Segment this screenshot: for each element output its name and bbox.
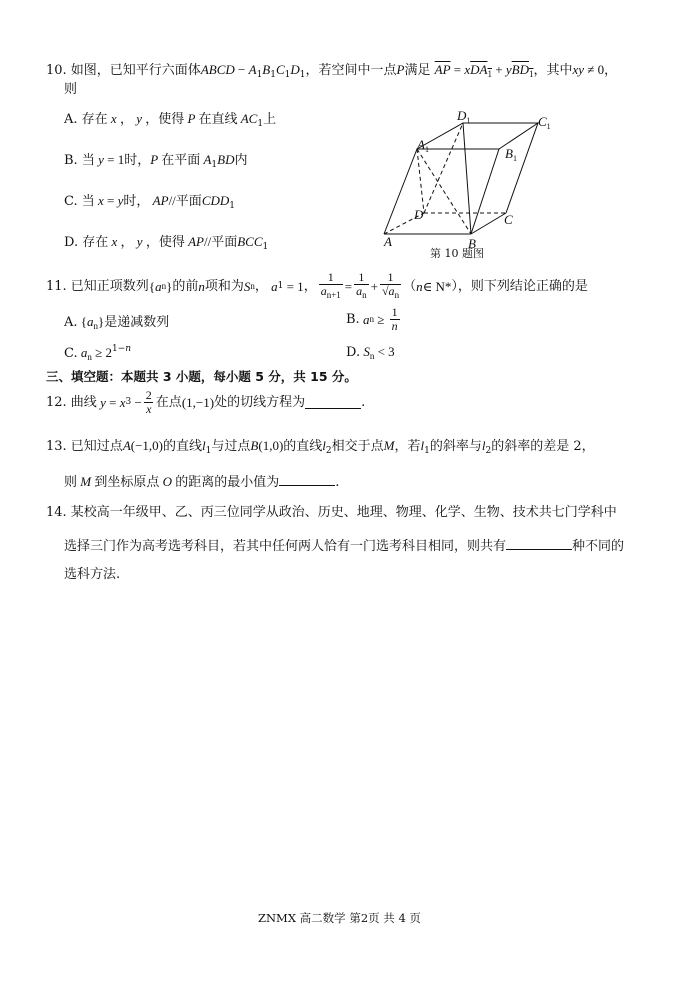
q14-line1: 14. 某校高一年级甲、乙、丙三位同学从政治、历史、地理、物理、化学、生物、技术共七门学科中 [46, 505, 617, 520]
q11-option-c: C. $a_n \ge 2^{1-n}$ [64, 344, 132, 362]
label-b1: $B_1$ [505, 146, 517, 163]
q10-stem: 10. 如图，已知平行六面体ABCD − $A_1B_1C_1D_1$，若空间中一点P满足 $\overline{AP} = xDA_1 + yBD_1$，其中xy ≠ 0， [46, 62, 618, 80]
q12: 12. 曲线 y = x 3 − $\frac{2}{x}$ 在点 (1,−1) 处的切线方程为 . [46, 388, 366, 416]
q11-stem: 11. 已知正项数列 { a n } 的前 n 项和为 S n ， a 1 = 1 ， $\frac{1}{a_{n+1}}$ = $\frac{1}{a_n}$ + $\frac{1}{√a_n}$ （ n ∈ N* ），则下列结论正确的是 [46, 270, 588, 300]
q13-line1: 13. 已知过点A(−1,0)的直线$l_1$与过点B(1,0)的直线$l_2$相交于点M，若$l_1$的斜率与$l_2$的斜率的差是 2， [46, 438, 595, 456]
q11-option-a: A. $\{a_n\}$是递减数列 [64, 314, 170, 331]
q10-figure-caption: 第 10 题图 [430, 247, 484, 260]
label-b: B [468, 236, 476, 251]
q14-line3: 选科方法. [64, 567, 121, 582]
section-3-heading: 三、填空题：本题共 3 小题，每小题 5 分，共 15 分。 [46, 369, 357, 384]
label-c: C [504, 212, 513, 227]
label-a1: $A_1$ [417, 137, 429, 154]
q13-line2: 则 M 到坐标原点 O 的距离的最小值为 . [64, 474, 340, 490]
q10-stem-text: 10. 如图，已知平行六面体 [46, 63, 201, 78]
label-d: D [414, 207, 424, 222]
q13-answer-blank[interactable] [279, 473, 335, 486]
q14-answer-blank[interactable] [506, 537, 572, 550]
q11-option-b: B. a n ≥ $\frac{1}{n}$ [346, 305, 398, 333]
page-footer: ZNMX 高二数学 第2页 共 4 页 [258, 911, 421, 925]
q11-option-d: D. $S_n < 3$ [346, 344, 395, 361]
q10-option-a: A. 存在 x ， y ，使得 P 在直线 $AC_1$上 [64, 111, 277, 129]
label-c1: $C_1$ [538, 114, 551, 131]
q10-stem-line2: 则 [64, 82, 78, 97]
q14-line2: 选择三门作为高考选考科目，若其中任何两人恰有一门选考科目相同，则共有 种不同的 [64, 539, 625, 554]
q10-parallelepiped-figure [380, 110, 580, 262]
q12-answer-blank[interactable] [305, 396, 361, 409]
q10-option-d: D. 存在 x ， y ，使得 AP//平面$BCC_1$ [64, 234, 269, 252]
label-a: A [384, 234, 392, 249]
q10-option-c: C. 当 x = y时， AP//平面$CDD_1$ [64, 193, 235, 211]
label-d1: $D_1$ [457, 110, 471, 125]
q10-option-b: B. 当 y = 1时，P 在平面 $A_1BD$内 [64, 152, 248, 170]
